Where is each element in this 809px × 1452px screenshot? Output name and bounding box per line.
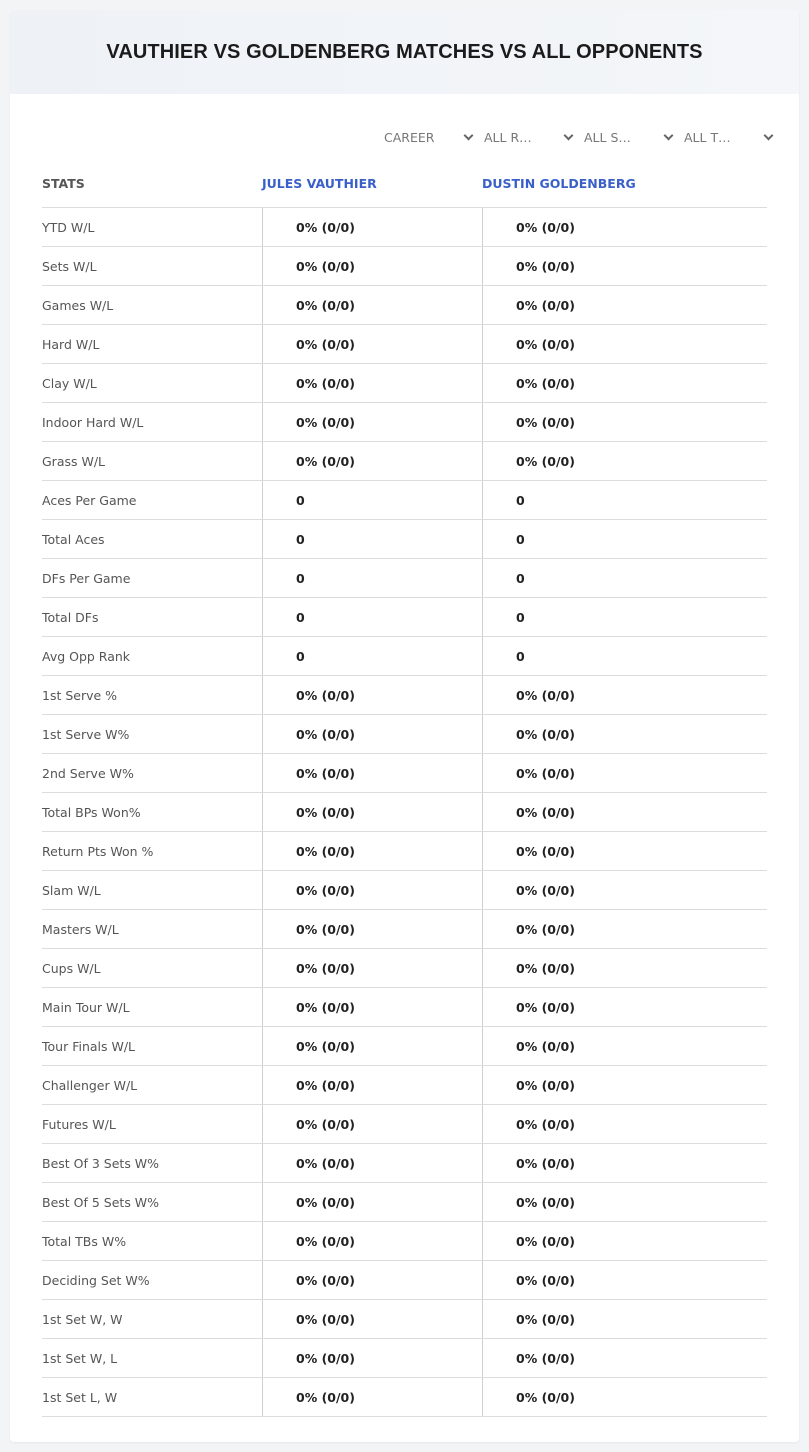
player1-value: 0% (0/0) [262, 1222, 482, 1260]
stats-column-header: STATS [42, 176, 85, 191]
table-row [42, 715, 767, 754]
stat-label: Sets W/L [42, 258, 97, 274]
stat-label: Games W/L [42, 297, 114, 313]
player2-link[interactable]: DUSTIN GOLDENBERG [482, 176, 636, 191]
player1-value: 0% (0/0) [262, 949, 482, 987]
stat-label: Grass W/L [42, 453, 106, 469]
player2-value: 0 [482, 637, 767, 675]
stat-label: Best Of 3 Sets W% [42, 1155, 160, 1171]
stat-label: Futures W/L [42, 1116, 116, 1132]
player2-value: 0% (0/0) [482, 1339, 767, 1377]
player2-value: 0% (0/0) [482, 442, 767, 480]
player2-value: 0% (0/0) [482, 247, 767, 285]
filter-tournament-select[interactable] [684, 127, 784, 147]
player1-value: 0% (0/0) [262, 754, 482, 792]
table-row [42, 286, 767, 325]
chevron-down-icon [464, 130, 474, 140]
table-row [42, 364, 767, 403]
table-row [42, 637, 767, 676]
player1-value: 0% (0/0) [262, 1105, 482, 1143]
player2-value: 0 [482, 520, 767, 558]
player1-value: 0% (0/0) [262, 1378, 482, 1416]
table-row [42, 325, 767, 364]
stat-label: 2nd Serve W% [42, 765, 134, 781]
table-row [42, 247, 767, 286]
player2-value: 0% (0/0) [482, 871, 767, 909]
stat-label: YTD W/L [42, 219, 95, 235]
player2-value: 0% (0/0) [482, 1183, 767, 1221]
player1-value: 0% (0/0) [262, 1261, 482, 1299]
page-title: VAUTHIER VS GOLDENBERG MATCHES VS ALL OPPONENTS [106, 40, 703, 63]
table-row [42, 1183, 767, 1222]
filter-round-label: ALL R… [484, 129, 532, 145]
player2-value: 0% (0/0) [482, 793, 767, 831]
stat-label: 1st Set W, W [42, 1311, 123, 1327]
chevron-down-icon [764, 130, 774, 140]
player1-value: 0% (0/0) [262, 442, 482, 480]
chevron-down-icon [564, 130, 574, 140]
player2-value: 0% (0/0) [482, 1027, 767, 1065]
player1-value: 0% (0/0) [262, 832, 482, 870]
player1-value: 0% (0/0) [262, 247, 482, 285]
table-row [42, 520, 767, 559]
player2-value: 0% (0/0) [482, 1105, 767, 1143]
player2-value: 0% (0/0) [482, 1378, 767, 1416]
player1-value: 0% (0/0) [262, 715, 482, 753]
stat-label: 1st Set L, W [42, 1389, 118, 1405]
stat-label: 1st Serve W% [42, 726, 130, 742]
player1-value: 0 [262, 520, 482, 558]
player1-value: 0% (0/0) [262, 910, 482, 948]
player1-value: 0 [262, 559, 482, 597]
stat-label: Masters W/L [42, 921, 119, 937]
table-row [42, 1066, 767, 1105]
player1-value: 0% (0/0) [262, 286, 482, 324]
filter-bar [384, 127, 784, 147]
stat-label: Total DFs [42, 609, 99, 625]
card-header [10, 10, 799, 94]
filter-period-select[interactable] [384, 127, 484, 147]
stat-label: Total BPs Won% [42, 804, 141, 820]
table-row [42, 1027, 767, 1066]
table-header [42, 160, 767, 208]
player2-value: 0% (0/0) [482, 676, 767, 714]
table-row [42, 949, 767, 988]
player2-value: 0% (0/0) [482, 1222, 767, 1260]
player2-value: 0% (0/0) [482, 988, 767, 1026]
table-row [42, 832, 767, 871]
stat-label: Indoor Hard W/L [42, 414, 144, 430]
player1-value: 0% (0/0) [262, 1339, 482, 1377]
player2-value: 0% (0/0) [482, 715, 767, 753]
filter-tournament-label: ALL T… [684, 129, 731, 145]
stat-label: Slam W/L [42, 882, 101, 898]
table-body [42, 208, 767, 1417]
stat-label: Return Pts Won % [42, 843, 154, 859]
stats-table [42, 160, 767, 1417]
player2-value: 0% (0/0) [482, 1300, 767, 1338]
player2-value: 0% (0/0) [482, 832, 767, 870]
table-row [42, 403, 767, 442]
stat-label: Total TBs W% [42, 1233, 127, 1249]
player1-value: 0% (0/0) [262, 325, 482, 363]
player2-value: 0% (0/0) [482, 364, 767, 402]
stat-label: Best Of 5 Sets W% [42, 1194, 160, 1210]
player1-value: 0 [262, 637, 482, 675]
table-row [42, 1144, 767, 1183]
table-row [42, 1378, 767, 1417]
stat-label: Clay W/L [42, 375, 97, 391]
player2-value: 0% (0/0) [482, 910, 767, 948]
player1-value: 0 [262, 481, 482, 519]
table-row [42, 442, 767, 481]
filter-surface-label: ALL S… [584, 129, 631, 145]
stat-label: Hard W/L [42, 336, 100, 352]
table-row [42, 988, 767, 1027]
player1-value: 0% (0/0) [262, 1183, 482, 1221]
player1-value: 0% (0/0) [262, 1027, 482, 1065]
stat-label: DFs Per Game [42, 570, 131, 586]
player2-value: 0% (0/0) [482, 754, 767, 792]
player1-value: 0% (0/0) [262, 1144, 482, 1182]
player2-value: 0% (0/0) [482, 286, 767, 324]
player1-value: 0% (0/0) [262, 871, 482, 909]
table-row [42, 1339, 767, 1378]
filter-surface-select[interactable] [584, 127, 684, 147]
player2-value: 0% (0/0) [482, 949, 767, 987]
player2-value: 0% (0/0) [482, 325, 767, 363]
table-row [42, 559, 767, 598]
table-row [42, 481, 767, 520]
table-row [42, 1105, 767, 1144]
table-row [42, 1300, 767, 1339]
stat-label: 1st Set W, L [42, 1350, 118, 1366]
stat-label: Total Aces [42, 531, 105, 547]
table-row [42, 871, 767, 910]
stat-label: 1st Serve % [42, 687, 118, 703]
filter-round-select[interactable] [484, 127, 584, 147]
player1-value: 0% (0/0) [262, 793, 482, 831]
player1-value: 0% (0/0) [262, 676, 482, 714]
player1-value: 0% (0/0) [262, 208, 482, 246]
table-row [42, 793, 767, 832]
player2-value: 0 [482, 559, 767, 597]
player2-value: 0 [482, 598, 767, 636]
player1-value: 0% (0/0) [262, 1300, 482, 1338]
player1-value: 0% (0/0) [262, 1066, 482, 1104]
player2-value: 0% (0/0) [482, 403, 767, 441]
player2-value: 0% (0/0) [482, 1144, 767, 1182]
table-row [42, 208, 767, 247]
table-row [42, 910, 767, 949]
stat-label: Deciding Set W% [42, 1272, 150, 1288]
stats-card [10, 10, 799, 1442]
player1-value: 0 [262, 598, 482, 636]
table-row [42, 598, 767, 637]
table-row [42, 754, 767, 793]
table-row [42, 1222, 767, 1261]
stat-label: Cups W/L [42, 960, 101, 976]
player2-value: 0 [482, 481, 767, 519]
table-row [42, 676, 767, 715]
stat-label: Challenger W/L [42, 1077, 138, 1093]
table-row [42, 1261, 767, 1300]
player2-value: 0% (0/0) [482, 208, 767, 246]
player1-value: 0% (0/0) [262, 988, 482, 1026]
player1-value: 0% (0/0) [262, 364, 482, 402]
stat-label: Aces Per Game [42, 492, 137, 508]
chevron-down-icon [664, 130, 674, 140]
filter-period-label: CAREER [384, 129, 435, 145]
player1-link[interactable]: JULES VAUTHIER [262, 176, 377, 191]
stat-label: Tour Finals W/L [42, 1038, 136, 1054]
player2-value: 0% (0/0) [482, 1066, 767, 1104]
stat-label: Avg Opp Rank [42, 648, 131, 664]
player1-value: 0% (0/0) [262, 403, 482, 441]
player2-value: 0% (0/0) [482, 1261, 767, 1299]
stat-label: Main Tour W/L [42, 999, 130, 1015]
